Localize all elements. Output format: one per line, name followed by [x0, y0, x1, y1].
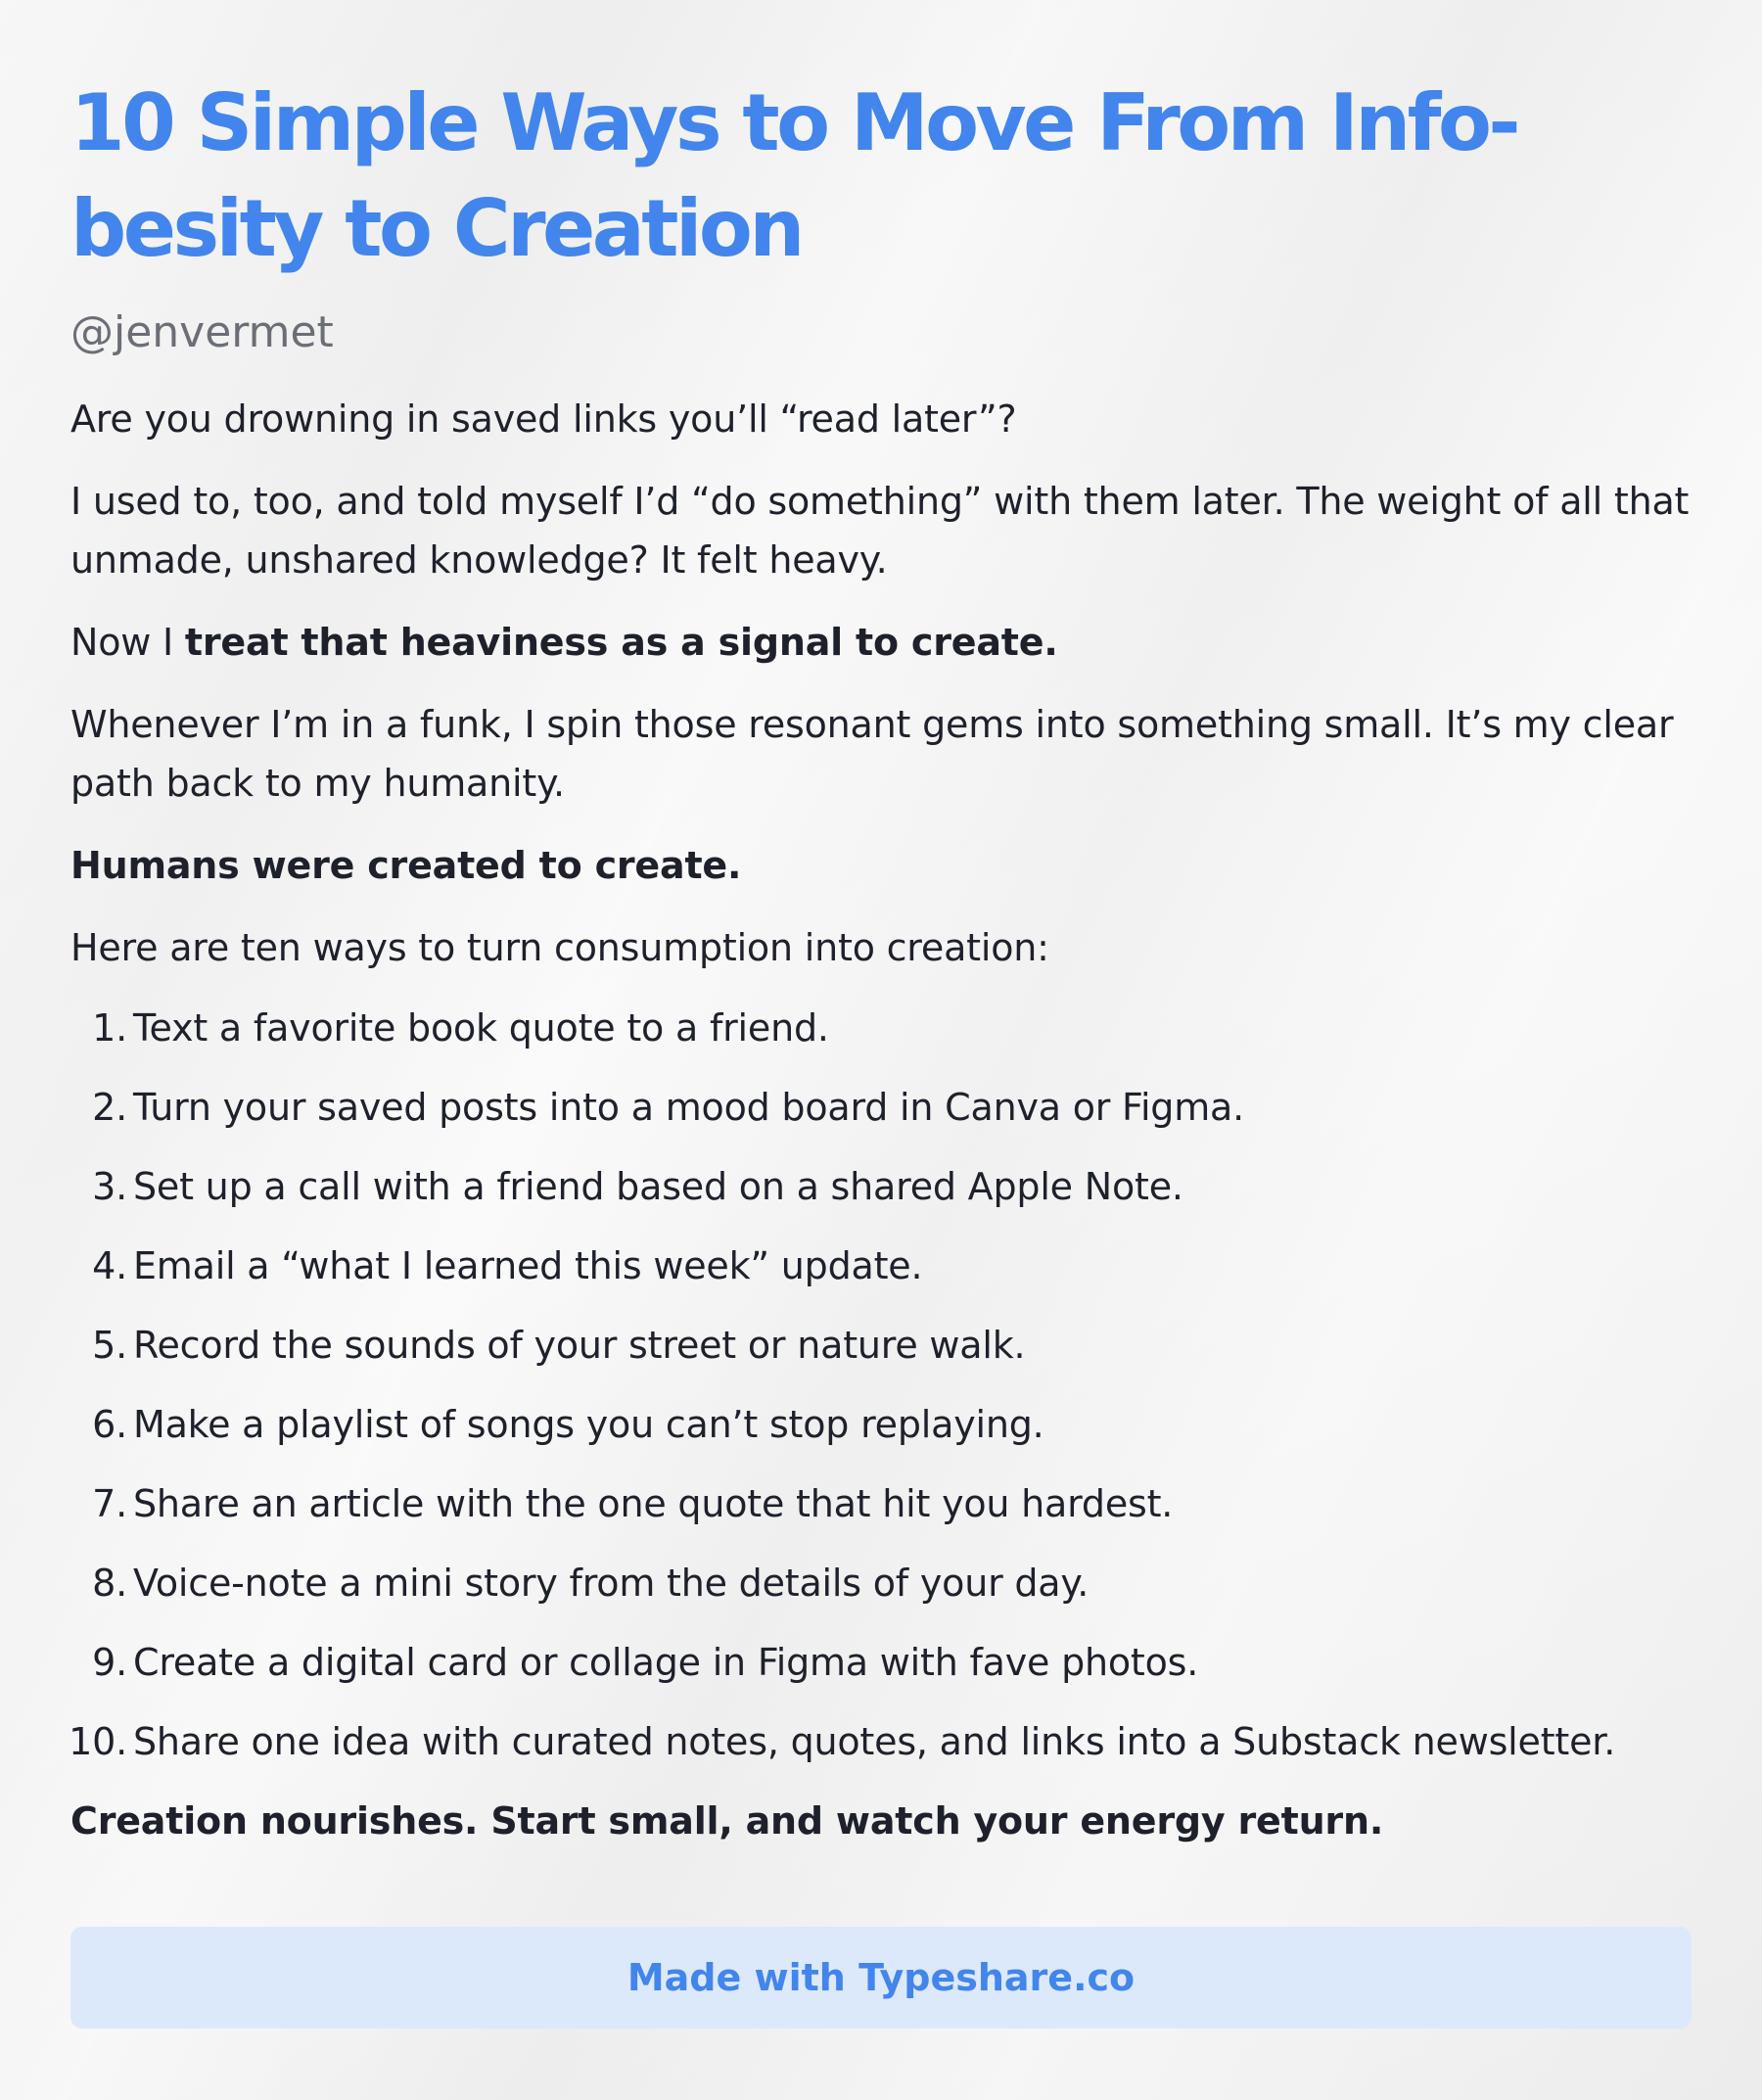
list-item-number: 8 . — [57, 1554, 127, 1612]
list-item-number: 3 . — [57, 1157, 127, 1216]
intro-paragraph-2: I used to, too, and told myself I’d “do something” with them later. The weight of all that unmade, unshared knowledge? It felt heavy. — [70, 480, 1690, 582]
footer-banner[interactable] — [70, 1927, 1692, 2029]
list-item-number: 10 . — [57, 1712, 127, 1771]
list-item — [70, 1237, 1695, 1295]
intro-paragraph-3 — [70, 613, 1695, 672]
list-item — [70, 1474, 1695, 1533]
list-item-number: 2 . — [57, 1078, 127, 1137]
list-item-text: Share an article with the one quote that hit you hardest. — [133, 1482, 1174, 1525]
list-item-number: 7 . — [57, 1474, 127, 1533]
list-item — [70, 1554, 1695, 1612]
closing-line: Creation nourishes. Start small, and watch your energy return. — [70, 1799, 1384, 1843]
list-item — [70, 1395, 1695, 1454]
post-body — [70, 390, 1695, 1850]
list-item — [70, 999, 1695, 1057]
list-item-number: 5 . — [57, 1316, 127, 1375]
ways-list — [70, 999, 1695, 1771]
footer-label: Made with Typeshare.co — [626, 1956, 1136, 1999]
intro-paragraph-3-bold: treat that heaviness as a signal to create. — [184, 621, 1058, 664]
intro-paragraph-4: Whenever I’m in a funk, I spin those resonant gems into something small. It’s my clear path back to my humanity. — [70, 703, 1674, 805]
author-handle: @jenvermet — [70, 307, 334, 357]
list-item-text: Make a playlist of songs you can’t stop replaying. — [133, 1403, 1044, 1446]
intro-paragraph-5: Humans were created to create. — [70, 844, 742, 887]
list-item-number: 4 . — [57, 1237, 127, 1295]
list-item-number: 9 . — [57, 1633, 127, 1692]
list-item — [70, 1157, 1695, 1216]
list-item — [70, 1712, 1695, 1771]
intro-paragraph-3-plain: Now I — [70, 621, 185, 664]
list-item-number: 1 . — [57, 999, 127, 1057]
list-item-text: Share one idea with curated notes, quotes, and links into a Substack newsletter. — [133, 1720, 1616, 1763]
intro-paragraph-1: Are you drowning in saved links you’ll “read later”? — [70, 397, 1017, 441]
list-item — [70, 1316, 1695, 1375]
list-item-text: Create a digital card or collage in Figma with fave photos. — [133, 1641, 1199, 1684]
list-item-text: Set up a call with a friend based on a shared Apple Note. — [133, 1165, 1183, 1208]
list-item-text: Text a favorite book quote to a friend. — [133, 1006, 829, 1050]
list-item — [70, 1633, 1695, 1692]
post-card — [70, 70, 1695, 1850]
list-item-text: Turn your saved posts into a mood board in Canva or Figma. — [133, 1086, 1245, 1129]
intro-paragraph-6: Here are ten ways to turn consumption into creation: — [70, 926, 1049, 969]
list-item-number: 6 . — [57, 1395, 127, 1454]
list-item-text: Record the sounds of your street or nature walk. — [133, 1324, 1026, 1367]
post-title: 10 Simple Ways to Move From Info-besity to Creation — [70, 77, 1518, 274]
list-item-text: Email a “what I learned this week” update. — [133, 1244, 923, 1287]
list-item-text: Voice-note a mini story from the details of your day. — [133, 1562, 1090, 1605]
list-item — [70, 1078, 1695, 1137]
